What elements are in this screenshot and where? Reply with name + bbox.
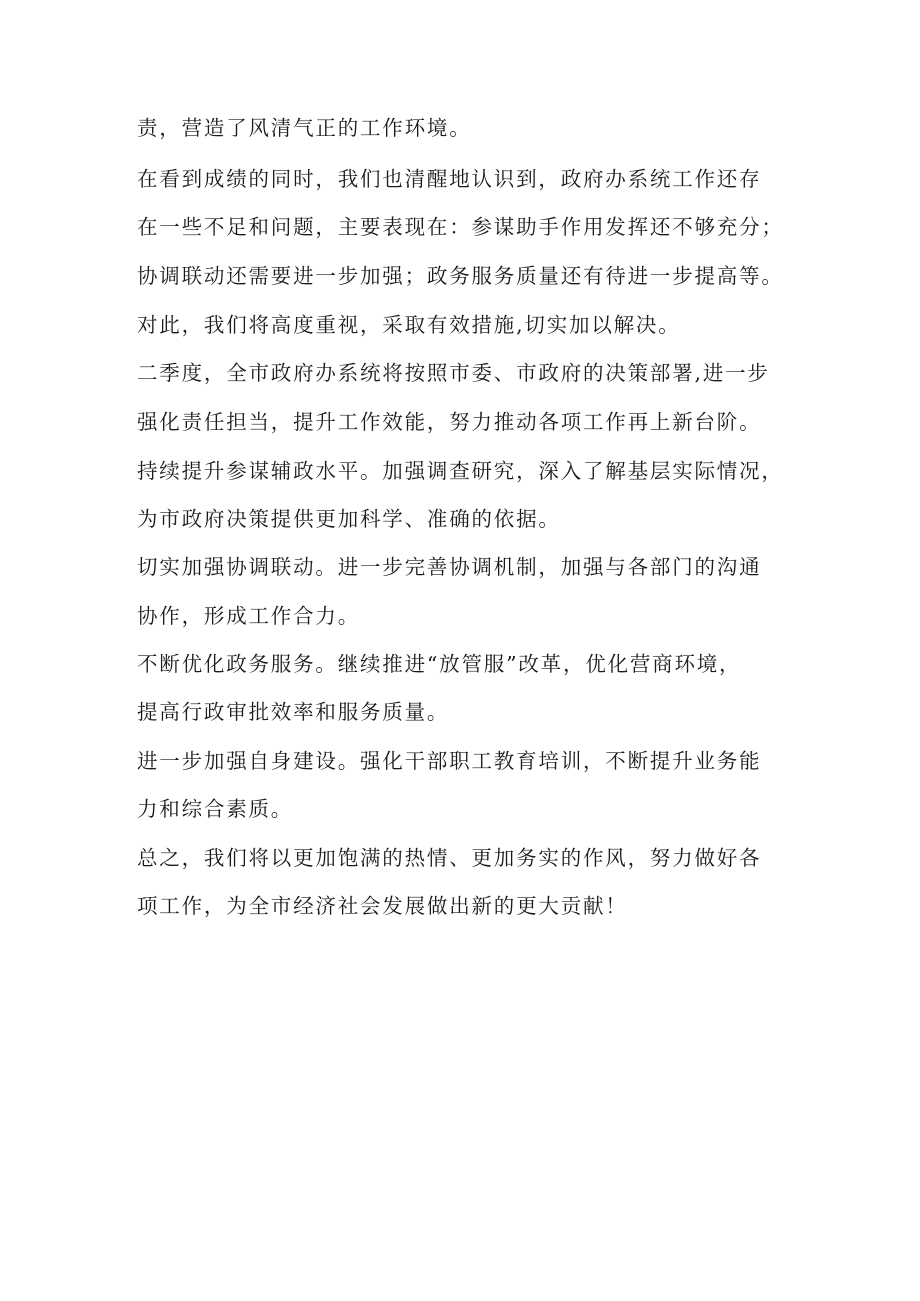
text-line: 为市政府决策提供更加科学、准确的依据。 [137,507,561,531]
text-line: 总之，我们将以更加饱满的热情、更加务实的作风，努力做好各 [137,846,762,870]
text-line: 不断优化政务服务。继续推进“放管服”改革，优化营商环境， [137,652,742,676]
text-line: 力和综合素质。 [137,797,294,821]
text-line: 协作，形成工作合力。 [137,604,360,628]
text-line: 进一步加强自身建设。强化干部职工教育培训，不断提升业务能 [137,749,762,773]
text-line: 协调联动还需要进一步加强；政务服务质量还有待进一步提高等。 [137,264,784,288]
text-line: 切实加强协调联动。进一步完善协调机制，加强与各部门的沟通 [137,555,762,579]
text-line: 项工作，为全市经济社会发展做出新的更大贡献！ [137,894,628,918]
text-line: 持续提升参谋辅政水平。加强调查研究，深入了解基层实际情况， [137,459,784,483]
text-line: 强化责任担当，提升工作效能，努力推动各项工作再上新台阶。 [137,410,762,434]
text-line: 对此，我们将高度重视，采取有效措施,切实加以解决。 [137,313,681,337]
text-line: 责，营造了风清气正的工作环境。 [137,116,472,140]
text-line: 提高行政审批效率和服务质量。 [137,700,450,724]
text-line: 在看到成绩的同时，我们也清醒地认识到，政府办系统工作还存 [137,167,762,191]
text-line: 二季度，全市政府办系统将按照市委、市政府的决策部署,进一步 [137,361,770,385]
text-line: 在一些不足和问题，主要表现在：参谋助手作用发挥还不够充分； [137,215,784,239]
